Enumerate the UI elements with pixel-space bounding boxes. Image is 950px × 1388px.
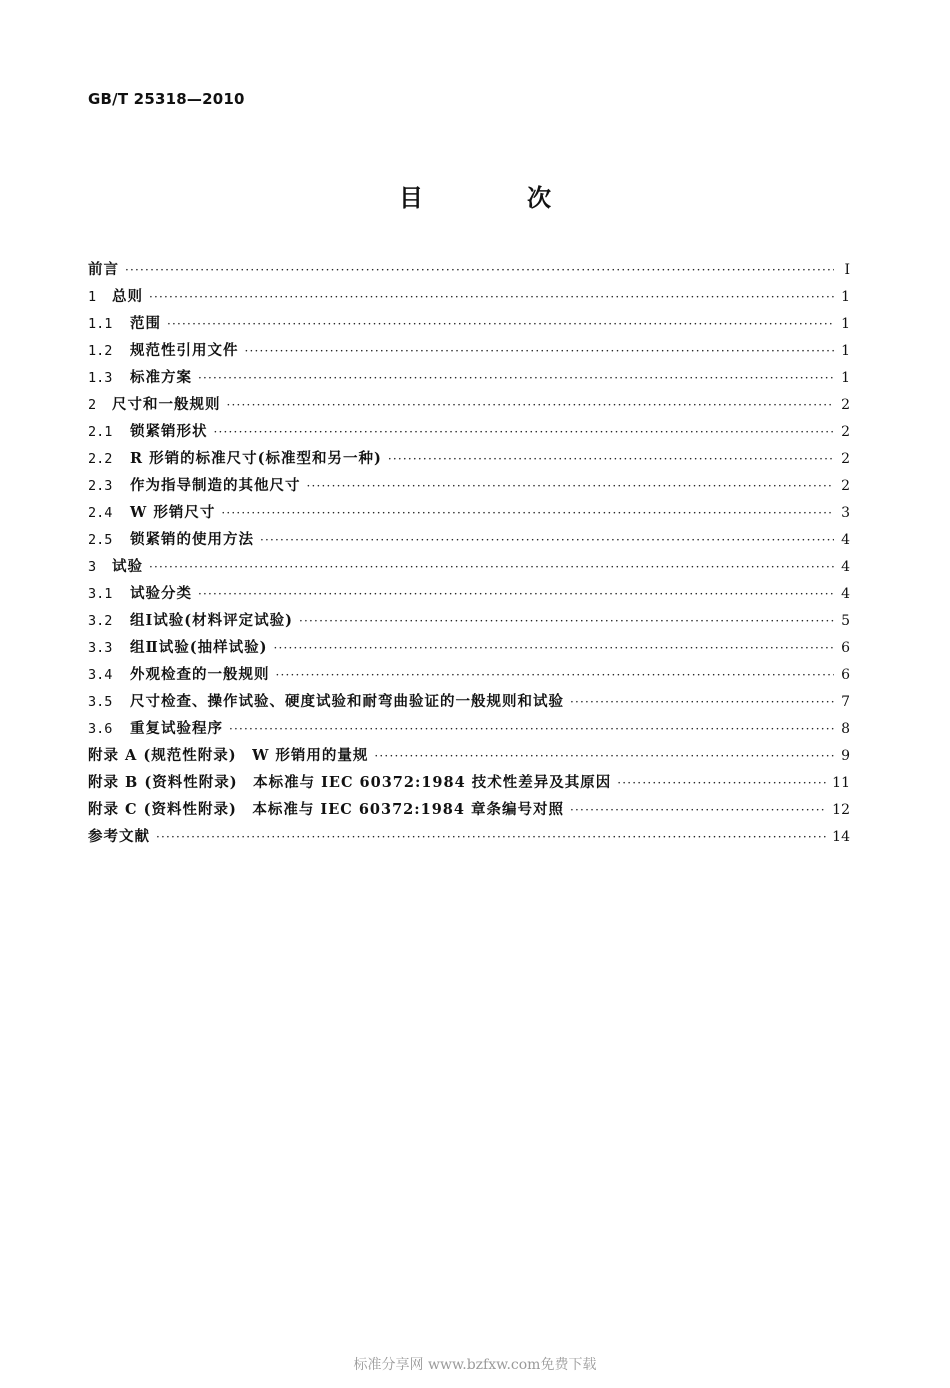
toc-entry-number: 3.1 xyxy=(88,586,113,602)
toc-dot-leader xyxy=(149,290,834,304)
toc-entry-label: 试验 xyxy=(112,558,143,575)
toc-entry-label: 试验分类 xyxy=(130,585,192,602)
toc-entry[interactable] xyxy=(88,474,850,501)
toc-entry-number: 1 xyxy=(88,289,97,305)
toc-dot-leader xyxy=(227,398,835,412)
toc-entry-page: 2 xyxy=(841,451,850,467)
toc-entry[interactable] xyxy=(88,366,850,393)
toc-entry[interactable] xyxy=(88,717,850,744)
toc-entry-label: 锁紧销的使用方法 xyxy=(130,531,254,548)
toc-entry-number: 2.1 xyxy=(88,424,113,440)
toc-entry-page: 8 xyxy=(841,721,850,737)
toc-entry-page: 6 xyxy=(841,640,850,656)
toc-entry-label: 尺寸和一般规则 xyxy=(112,396,221,413)
toc-entry-number: 3.3 xyxy=(88,640,113,656)
toc-entry[interactable] xyxy=(88,609,850,636)
toc-dot-leader xyxy=(388,452,834,466)
toc-entry-label: W 形销尺寸 xyxy=(130,504,216,521)
toc-entry-label: 尺寸检查、操作试验、硬度试验和耐弯曲验证的一般规则和试验 xyxy=(130,693,564,710)
toc-entry-label: 附录 A (规范性附录) W 形销用的量规 xyxy=(88,747,369,764)
toc-dot-leader xyxy=(570,803,826,817)
toc-entry[interactable] xyxy=(88,339,850,366)
toc-dot-leader xyxy=(374,749,834,763)
toc-dot-leader xyxy=(307,479,835,493)
toc-entry-page: 9 xyxy=(841,748,850,764)
toc-entry-page: 1 xyxy=(841,343,850,359)
toc-entry-page: 11 xyxy=(832,775,850,791)
toc-entry-label: 参考文献 xyxy=(88,828,150,845)
toc-dot-leader xyxy=(229,722,834,736)
toc-entry-label: 规范性引用文件 xyxy=(130,342,239,359)
toc-entry-page: 4 xyxy=(841,586,850,602)
toc-entry-page: 1 xyxy=(841,289,850,305)
toc-entry[interactable] xyxy=(88,501,850,528)
toc-entry-page: 2 xyxy=(841,478,850,494)
toc-entry[interactable] xyxy=(88,582,850,609)
toc-entry[interactable] xyxy=(88,771,850,798)
toc-dot-leader xyxy=(276,668,835,682)
toc-entry-number: 2.3 xyxy=(88,478,113,494)
toc-entry-label: 组Ⅱ试验(抽样试验) xyxy=(130,639,268,656)
toc-dot-leader xyxy=(221,506,834,520)
toc-dot-leader xyxy=(198,371,834,385)
toc-entry-label: 组Ⅰ试验(材料评定试验) xyxy=(130,612,294,629)
toc-entry[interactable] xyxy=(88,798,850,825)
toc-entry[interactable] xyxy=(88,447,850,474)
toc-entry-label: 前言 xyxy=(88,261,119,278)
toc-dot-leader xyxy=(125,263,834,277)
toc-entry[interactable] xyxy=(88,555,850,582)
toc-entry-number: 3.4 xyxy=(88,667,113,683)
toc-entry-number: 3.6 xyxy=(88,721,113,737)
toc-entry-page: 5 xyxy=(841,613,850,629)
toc-entry-page: 6 xyxy=(841,667,850,683)
toc-entry-number: 2.4 xyxy=(88,505,113,521)
toc-entry-page: 4 xyxy=(841,532,850,548)
toc-entry-number: 2 xyxy=(88,397,97,413)
toc-dot-leader xyxy=(299,614,834,628)
toc-dot-leader xyxy=(570,695,834,709)
toc-dot-leader xyxy=(167,317,834,331)
toc-entry-number: 3.2 xyxy=(88,613,113,629)
toc-entry-label: 总则 xyxy=(112,288,143,305)
toc-entry-label: R 形销的标准尺寸(标准型和另一种) xyxy=(130,450,382,467)
toc-entry-label: 外观检查的一般规则 xyxy=(130,666,270,683)
toc-entry-number: 1.2 xyxy=(88,343,113,359)
toc-entry-page: 3 xyxy=(841,505,850,521)
toc-dot-leader xyxy=(149,560,834,574)
toc-dot-leader xyxy=(617,776,826,790)
toc-entry-number: 2.5 xyxy=(88,532,113,548)
toc-entry-page: 7 xyxy=(841,694,850,710)
toc-entry-label: 范围 xyxy=(130,315,161,332)
toc-entry[interactable] xyxy=(88,393,850,420)
toc-entry[interactable] xyxy=(88,528,850,555)
footer-watermark: 标准分享网 www.bzfxw.com免费下载 xyxy=(353,1357,597,1373)
toc-entry[interactable] xyxy=(88,636,850,663)
toc-entry[interactable] xyxy=(88,663,850,690)
toc-entry[interactable] xyxy=(88,690,850,717)
toc-entry-label: 重复试验程序 xyxy=(130,720,223,737)
toc-entry[interactable] xyxy=(88,420,850,447)
toc-entry-page: 14 xyxy=(832,829,850,845)
toc-dot-leader xyxy=(198,587,834,601)
toc-dot-leader xyxy=(214,425,835,439)
toc-entry-page: Ⅰ xyxy=(844,262,850,278)
toc-dot-leader xyxy=(245,344,835,358)
toc-entry-label: 标准方案 xyxy=(130,369,192,386)
toc-entry-page: 1 xyxy=(841,316,850,332)
page-title: 目 次 xyxy=(399,184,591,212)
toc-entry-page: 2 xyxy=(841,424,850,440)
toc-entry-number: 3 xyxy=(88,559,97,575)
toc-dot-leader xyxy=(156,830,826,844)
toc-entry[interactable] xyxy=(88,258,850,285)
toc-entry-label: 附录 B (资料性附录) 本标准与 IEC 60372:1984 技术性差异及其原因 xyxy=(88,774,612,791)
toc-entry-number: 3.5 xyxy=(88,694,113,710)
toc-entry[interactable] xyxy=(88,312,850,339)
toc-entry[interactable] xyxy=(88,825,850,852)
table-of-contents xyxy=(88,258,850,852)
toc-entry-page: 4 xyxy=(841,559,850,575)
toc-entry-page: 1 xyxy=(841,370,850,386)
standard-code: GB/T 25318—2010 xyxy=(88,90,245,108)
toc-entry-page: 12 xyxy=(832,802,850,818)
toc-entry-number: 2.2 xyxy=(88,451,113,467)
toc-dot-leader xyxy=(273,641,834,655)
toc-entry-number: 1.3 xyxy=(88,370,113,386)
toc-dot-leader xyxy=(260,533,834,547)
toc-entry-page: 2 xyxy=(841,397,850,413)
toc-entry-label: 作为指导制造的其他尺寸 xyxy=(130,477,301,494)
toc-entry-label: 锁紧销形状 xyxy=(130,423,208,440)
toc-entry-label: 附录 C (资料性附录) 本标准与 IEC 60372:1984 章条编号对照 xyxy=(88,801,565,818)
toc-entry[interactable] xyxy=(88,285,850,312)
toc-entry[interactable] xyxy=(88,744,850,771)
toc-entry-number: 1.1 xyxy=(88,316,113,332)
